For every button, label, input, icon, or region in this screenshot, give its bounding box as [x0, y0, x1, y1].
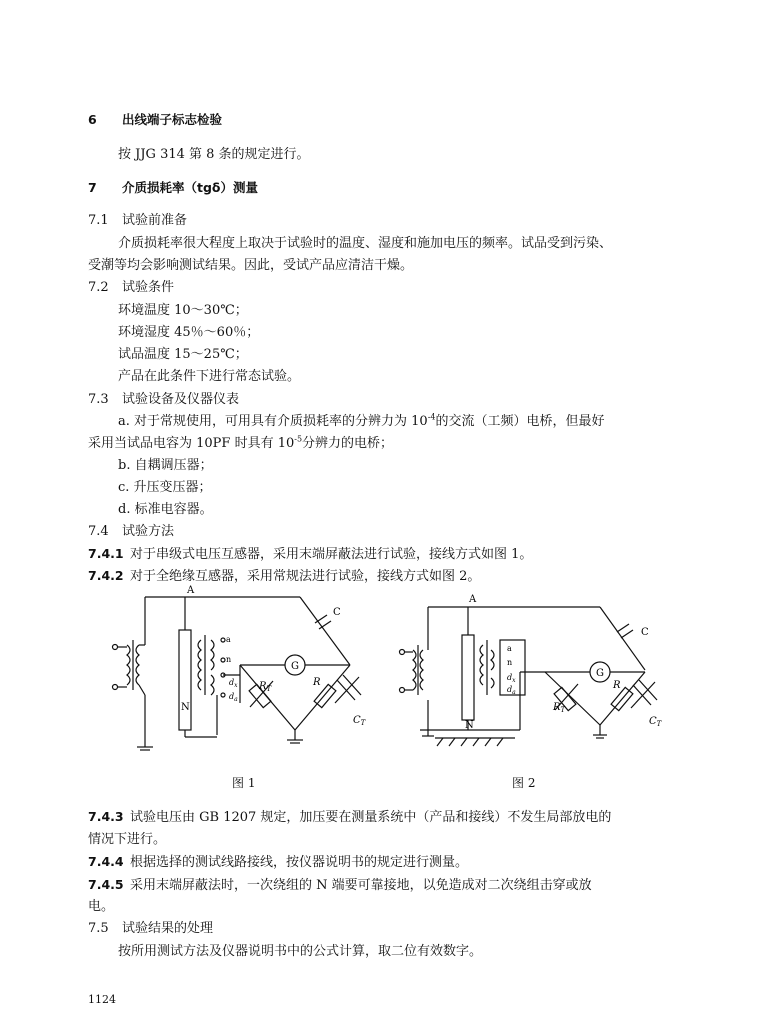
section-7-1-body-line2: 受潮等均会影响测试结果。因此，受试产品应清洁干燥。 [88, 258, 414, 273]
section-title: 出线端子标志检验 [122, 112, 223, 127]
label-da-sub: a [234, 696, 238, 703]
section-body: 对于全绝缘互感器，采用常规法进行试验，接线方式如图 2。 [130, 569, 481, 584]
equipment-c: c. 升压变压器； [118, 480, 212, 495]
label-RT [258, 681, 273, 693]
condition-humidity: 环境湿度 45％～60％； [118, 325, 260, 340]
label-RT-sub: T [560, 706, 566, 714]
figure-1-circuit [105, 585, 395, 755]
label-dx-main: d [229, 678, 235, 687]
section-7-4-3-line2: 情况下进行。 [88, 832, 167, 847]
label-da [507, 685, 516, 696]
section-7-4-4 [88, 853, 468, 872]
label-C: C [333, 607, 341, 618]
label-n: n [507, 658, 513, 667]
section-title: 试验结果的处理 [122, 921, 214, 936]
equipment-b: b. 自耦调压器； [118, 458, 213, 473]
section-7-1-body-line1: 介质损耗率很大程度上取决于试验时的温度、湿度和施加电压的频率。试品受到污染、 [118, 236, 613, 251]
label-RT [552, 702, 567, 714]
superscript: -4 [427, 412, 436, 422]
section-7-5-body: 按所用测试方法及仪器说明书中的公式计算，取二位有效数字。 [118, 944, 483, 959]
section-7-4-5-line1 [88, 876, 592, 895]
label-G: G [596, 668, 604, 679]
label-N: N [465, 720, 474, 731]
label-da-sub: a [512, 689, 516, 696]
section-7-4-5-line2: 电。 [88, 899, 115, 914]
section-number: 7.4.1 [88, 546, 124, 561]
section-number: 7.3 [88, 392, 109, 407]
section-number: 7.4.5 [88, 877, 124, 892]
label-A: A [469, 594, 477, 605]
text: 采用当试品电容为 10PF 时具有 10 [88, 436, 295, 451]
label-n: n [226, 655, 232, 664]
section-title: 试验条件 [122, 280, 175, 295]
text: a. 对于常规使用，可用具有介质损耗率的分辨力为 10 [118, 414, 428, 429]
label-G: G [291, 661, 299, 672]
label-C: C [641, 627, 649, 638]
section-number: 7.2 [88, 280, 109, 295]
section-7-4-heading [88, 523, 174, 541]
section-7-1-heading [88, 212, 187, 230]
section-title: 试验前准备 [122, 213, 188, 228]
label-R: R [313, 677, 321, 688]
label-da [229, 692, 238, 703]
section-7-heading [88, 179, 258, 197]
label-a: a [226, 635, 231, 644]
section-number: 7.4.2 [88, 568, 124, 583]
section-title: 试验设备及仪器仪表 [122, 392, 240, 407]
section-number: 7.4.4 [88, 854, 124, 869]
label-CT-main: C [649, 716, 657, 727]
figure-1-caption: 图 1 [232, 776, 256, 790]
label-dx-main: d [507, 673, 513, 682]
section-number: 7.4.3 [88, 809, 124, 824]
section-number: 7 [88, 180, 97, 195]
label-dx [507, 673, 516, 684]
label-R: R [613, 680, 621, 691]
section-title: 介质损耗率（tgδ）测量 [122, 180, 259, 195]
label-dx [229, 678, 238, 689]
section-number: 6 [88, 112, 97, 127]
text: 分辨力的电桥； [302, 436, 394, 451]
label-CT [649, 716, 663, 728]
section-body: 采用末端屏蔽法时，一次绕组的 N 端要可靠接地，以免造成对二次绕组击穿或放 [130, 878, 592, 893]
label-dx-sub: x [234, 682, 238, 689]
label-RT-sub: T [266, 685, 272, 693]
equipment-a-line2 [88, 435, 393, 453]
label-N: N [181, 702, 190, 713]
section-7-4-3-line1 [88, 808, 611, 827]
label-A: A [187, 585, 195, 596]
section-title: 试验方法 [122, 524, 175, 539]
condition-sample-temp: 试品温度 15～25℃； [118, 347, 248, 362]
section-7-5-heading [88, 920, 213, 938]
superscript: -5 [294, 434, 303, 444]
figure-2-caption: 图 2 [512, 776, 536, 790]
label-CT-main: C [353, 715, 361, 726]
equipment-d: d. 标准电容器。 [118, 502, 213, 517]
label-dx-sub: x [512, 677, 516, 684]
condition-note: 产品在此条件下进行常态试验。 [118, 369, 301, 384]
label-RT-main: R [259, 681, 267, 692]
label-a: a [507, 644, 512, 653]
section-body: 对于串级式电压互感器，采用末端屏蔽法进行试验，接线方式如图 1。 [130, 547, 533, 562]
section-7-4-2 [88, 567, 480, 586]
label-CT [353, 715, 367, 727]
section-7-3-heading [88, 391, 239, 409]
label-RT-main: R [553, 702, 561, 713]
section-6-heading [88, 111, 222, 129]
section-number: 7.5 [88, 921, 109, 936]
equipment-a-line1 [118, 413, 605, 431]
condition-ambient-temp: 环境温度 10～30℃； [118, 303, 248, 318]
section-6-body: 按 JJG 314 第 8 条的规定进行。 [118, 147, 310, 162]
text: 的交流（工频）电桥，但最好 [435, 414, 605, 429]
section-7-2-heading [88, 279, 174, 297]
section-number: 7.1 [88, 213, 109, 228]
label-CT-sub: T [656, 720, 662, 728]
page-number: 1124 [88, 993, 116, 1006]
label-da-main: d [229, 692, 235, 701]
section-number: 7.4 [88, 524, 109, 539]
label-CT-sub: T [360, 719, 366, 727]
section-7-4-1 [88, 545, 532, 564]
section-body: 根据选择的测试线路接线，按仪器说明书的规定进行测量。 [130, 855, 469, 870]
section-body: 试验电压由 GB 1207 规定，加压要在测量系统中（产品和接线）不发生局部放电的 [130, 810, 612, 825]
label-da-main: d [507, 685, 513, 694]
figure-2-circuit [395, 590, 685, 755]
